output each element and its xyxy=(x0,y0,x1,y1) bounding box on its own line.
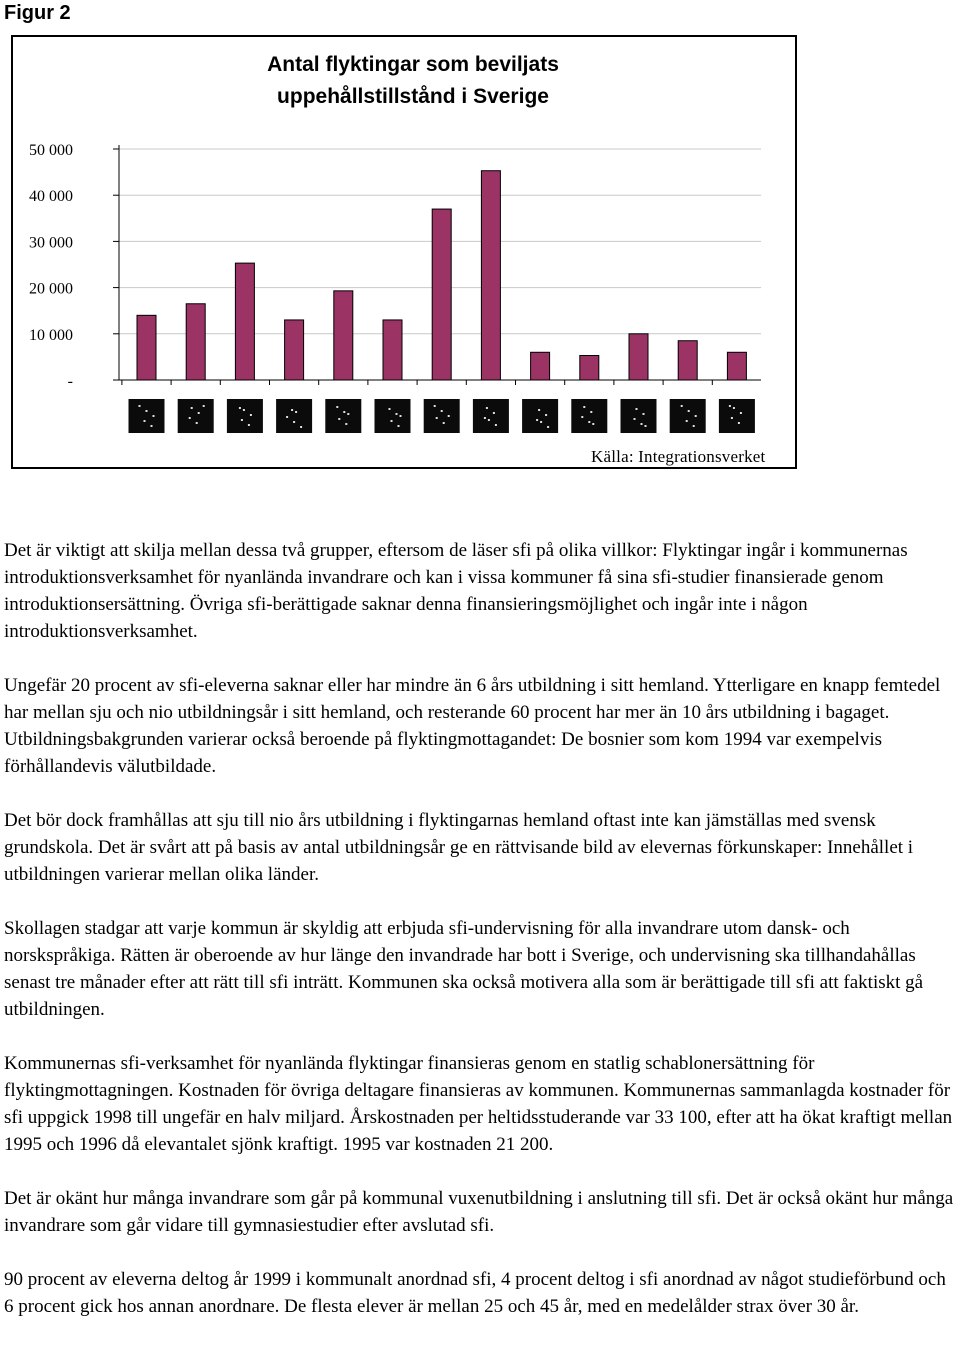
x-category-label xyxy=(424,399,460,433)
bar xyxy=(285,320,304,380)
x-category-label xyxy=(571,399,607,433)
paragraph: Ungefär 20 procent av sfi-eleverna saknar eller har mindre än 6 års utbildning i sitt hemland. Ytterligare en knapp femtedel har mellan sju och nio utbildningsår i sitt hemland, och resterande 60 procent har mer än 10 års utbildning i bagaget. Utbildningsbakgrunden varierar också beroende på flyktingmottagandet: De bosnier som kom 1994 var exempelvis förhållandevis välutbildade. xyxy=(4,675,941,777)
body-text xyxy=(4,537,960,1347)
paragraph: Skollagen stadgar att varje kommun är skyldig att erbjuda sfi-undervisning för alla invandrare utom dansk- och norskspråkiga. Rätten är oberoende av hur länge den invandrade har bott i Sverige, och undervisning ska tillhandahållas senast tre månader efter att rätt till sfi inträtt. Kommunen ska också motivera alla som är berättigade till sfi att faktiskt gå utbildningen. xyxy=(4,918,924,1020)
paragraph: Kommunernas sfi-verksamhet för nyanlända flyktingar finansieras genom en statlig schablonersättning för flyktingmottagningen. Kostnaden för övriga deltagare finansieras av kommunen. Kommunernas sammanlagda kostnader för sfi uppgick 1998 till ungefär en halv miljard. Årskostnaden per heltidsstuderande var 33 100, efter att ha ökat kraftigt mellan 1995 och 1996 då elevantalet sjönk kraftigt. 1995 var kostnaden 21 200. xyxy=(4,1053,953,1155)
bar xyxy=(580,356,599,380)
x-category-label xyxy=(227,399,263,433)
chart-frame xyxy=(11,35,797,469)
bar xyxy=(481,171,500,380)
figure-label: Figur 2 xyxy=(4,2,71,24)
x-category-label xyxy=(325,399,361,433)
x-category-label xyxy=(375,399,411,433)
paragraph: Det bör dock framhållas att sju till nio års utbildning i flyktingarnas hemland oftast inte kan jämställas med svensk grundskola. Det är svårt att på basis av antal utbildningsår ge en rättvisande bild av elevernas förkunskaper: Innehållet i utbildningen varierar mellan olika länder. xyxy=(4,810,914,885)
chart-title-line-2: uppehållstillstånd i Sverige xyxy=(277,85,549,108)
chart-source: Källa: Integrationsverket xyxy=(591,447,766,466)
bar xyxy=(629,334,648,380)
y-tick-label: 30 000 xyxy=(29,234,73,252)
paragraph: Det är okänt hur många invandrare som går på kommunal vuxenutbildning i anslutning till sfi. Det är också okänt hur många invandrare som går vidare till gymnasiestudier efter avslutad sfi. xyxy=(4,1188,954,1236)
chart-title-line-1: Antal flyktingar som beviljats xyxy=(267,53,559,76)
x-category-label xyxy=(621,399,657,433)
y-tick-label: 40 000 xyxy=(29,188,73,206)
bar xyxy=(334,291,353,380)
bar xyxy=(137,315,156,380)
x-category-label xyxy=(129,399,165,433)
x-category-label xyxy=(670,399,706,433)
bar xyxy=(235,263,254,380)
bar xyxy=(531,352,550,380)
x-category-label xyxy=(276,399,312,433)
bar xyxy=(678,341,697,380)
x-category-label xyxy=(473,399,509,433)
bar xyxy=(186,304,205,380)
bar-chart xyxy=(13,37,795,467)
bar xyxy=(432,209,451,380)
x-category-label xyxy=(719,399,755,433)
bar xyxy=(727,352,746,380)
paragraph: 90 procent av eleverna deltog år 1999 i kommunalt anordnad sfi, 4 procent deltog i sfi anordnad av något studieförbund och 6 procent gick hos annan anordnare. De flesta elever är mellan 25 och 45 år, med en medelålder strax över 30 år. xyxy=(4,1269,946,1317)
bar xyxy=(383,320,402,380)
x-category-label xyxy=(522,399,558,433)
y-tick-label: 50 000 xyxy=(29,142,73,159)
paragraph: Det är viktigt att skilja mellan dessa två grupper, eftersom de läser sfi på olika villkor: Flyktingar ingår i kommunernas introduktionsverksamhet för nyanlända invandrare och kan i vissa kommuner få sina sfi-studier finansierade genom introduktionsersättning. Övriga sfi-berättigade saknar denna finansieringsmöjlighet och ingår inte i någon introduktionsverksamhet. xyxy=(4,540,908,642)
y-tick-label: 20 000 xyxy=(29,280,73,298)
x-category-label xyxy=(178,399,214,433)
y-tick-label: - xyxy=(67,373,73,390)
y-tick-label: 10 000 xyxy=(29,326,73,344)
